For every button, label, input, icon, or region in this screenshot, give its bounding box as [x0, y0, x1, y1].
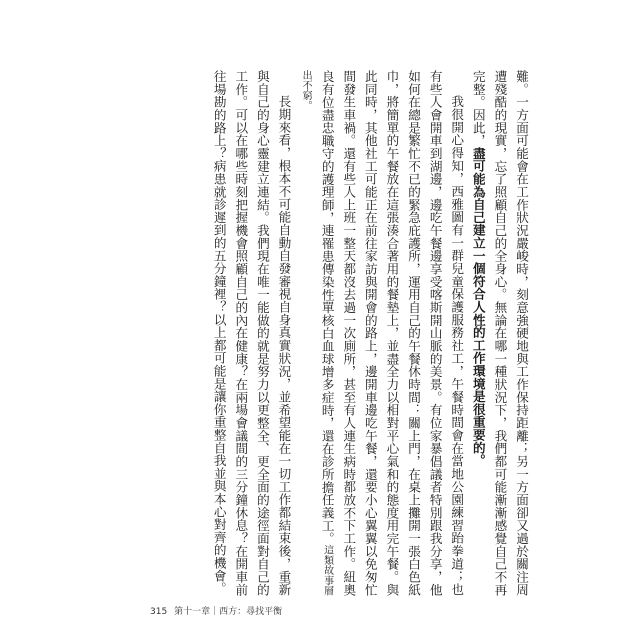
paragraph-2	[294, 70, 467, 596]
page-footer	[150, 604, 286, 617]
emphasized-sentence: 盡可能為自己建立一個符合人性的工作環境是很重要的。	[470, 146, 486, 467]
paragraph-2-text: 我很開心得知，西雅圖有一群兒童保護服務社工，午餐時間會在當地公園練習跆拳道；也有些人會開車到湖邊，邊吃午餐邊享受喀斯開山脈的美景。有位家暴倡議者特別跟我分享，他如何在總是繁忙不已的緊急庇護所，運用自己的午餐休時間：關上門，在桌上攤開一張白色紙巾，將簡單的午餐放在這張湊合著用的餐墊上，並盡全力以相對平心氣和的態度用完午餐。與此同時，其他社工可能正在前往家訪與開會的路上，邊開車邊吃午餐，還要小心翼翼以免匆忙間發生車禍。還有些人上班一整天都沒去過一次廁所，甚至有人連生病時都放不下工作。紐奧良有位盡忠職守的護理師，連罹患傳染性單核白血球增多症時，還在診所擔任義工。	[319, 70, 465, 596]
vertical-text-body	[138, 70, 532, 596]
paragraph-2-aside: 這類故事層出不窮。	[300, 70, 333, 596]
paragraph-1-text: 難。一方面可能會在工作狀況嚴峻時，刻意強硬地與工作保持距離；另一方面卻又過於關注周遭殘酷的現實，忘了照顧自己的全身心。無論在哪一種狀況下，我們都可能漸漸感覺自己不再完整。因此，	[470, 70, 529, 596]
paragraph-1	[467, 70, 532, 596]
paragraph-3: 長期來看，根本不可能自動自發審視自身真實狀況，並希望能在一切工作都結束後，重新與自己的身心靈建立連結。我們現在唯一能做的就是努力以更整全、更全面的途徑面對自己的工作。可以在哪些時刻把握機會照顧自己的內在健康？在兩場會議間的三分鐘休息？在開車前往場勘的路上？病患就診遲到的五分鐘裡？以上都可能是讓你重整自我並與本心對齊的機會。	[211, 70, 292, 596]
page-number: 315	[150, 607, 168, 617]
running-head: 第十一章｜西方：尋找平衡	[174, 607, 283, 617]
